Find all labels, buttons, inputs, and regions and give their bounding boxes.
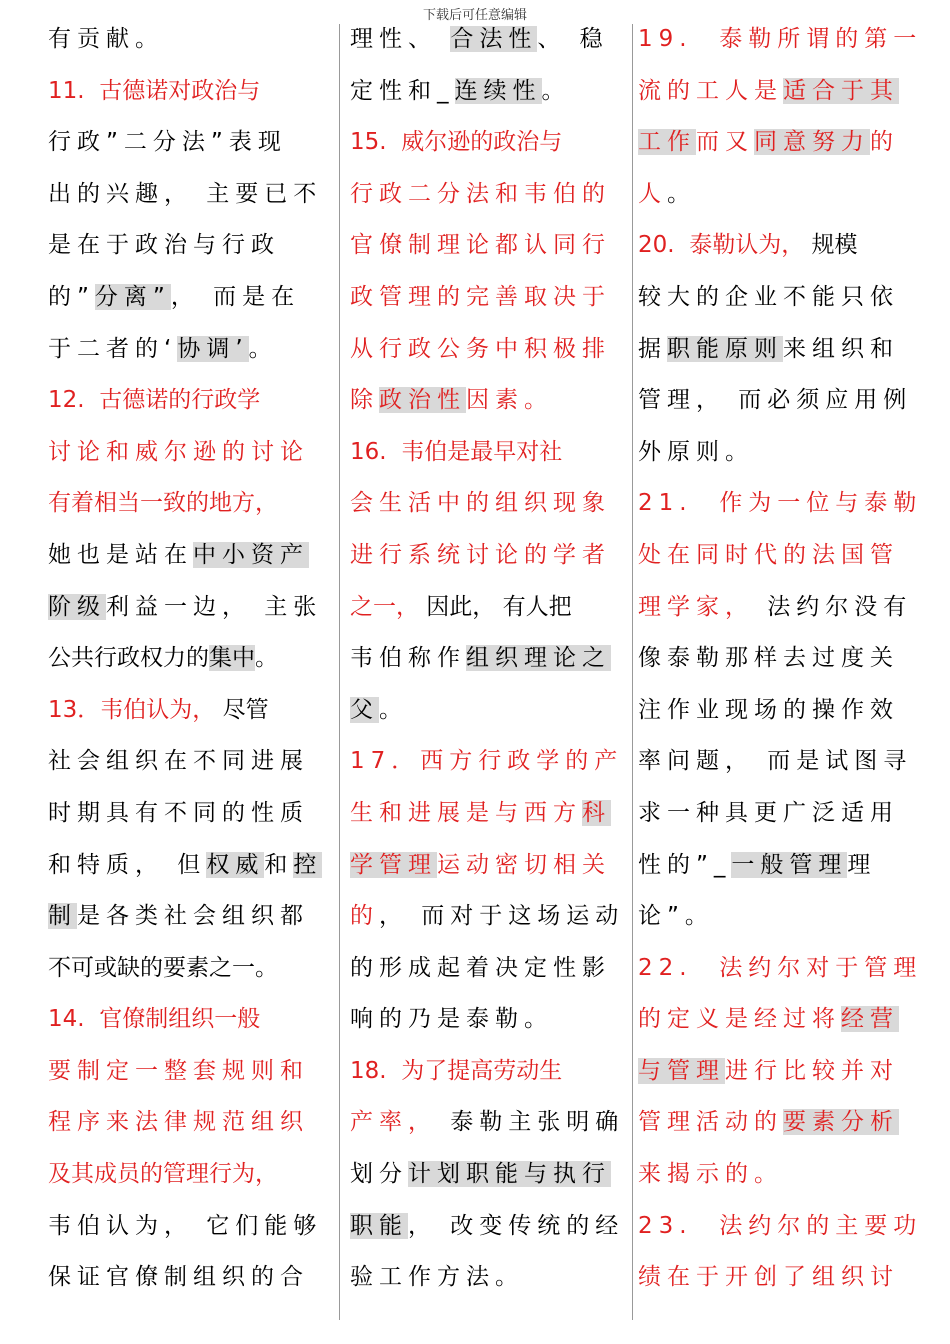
highlighted-answer: 组织理论之 bbox=[466, 645, 611, 672]
text-segment: 外原则。 bbox=[638, 438, 754, 465]
text-line bbox=[638, 66, 922, 118]
text-segment: 的形成起着决定性影 bbox=[350, 954, 611, 981]
highlighted-answer: 科 bbox=[582, 799, 611, 826]
text-line bbox=[48, 66, 330, 118]
text-segment: 据 bbox=[638, 335, 667, 362]
text-segment: 时期具有不同的性质 bbox=[48, 799, 309, 826]
text-segment: 人 bbox=[638, 180, 667, 207]
text-line bbox=[350, 375, 626, 427]
text-segment: 论”。 bbox=[638, 903, 714, 930]
text-segment: 社会组织在不同进展 bbox=[48, 748, 309, 775]
text-segment: 、 稳 bbox=[537, 26, 609, 52]
text-segment: 法约尔没有 bbox=[754, 593, 913, 620]
text-segment: 响的乃是泰勒。 bbox=[350, 1006, 553, 1033]
text-line bbox=[638, 994, 922, 1046]
highlighted-answer: 权威 bbox=[206, 851, 265, 878]
text-line bbox=[350, 994, 626, 1046]
text-line bbox=[48, 582, 330, 634]
text-segment: 和 bbox=[264, 851, 294, 878]
text-segment: 理学家， bbox=[638, 593, 754, 620]
highlighted-answer: 职能 bbox=[350, 1212, 408, 1239]
text-line bbox=[48, 736, 330, 788]
text-line bbox=[350, 272, 626, 324]
text-line bbox=[638, 1097, 922, 1149]
text-line bbox=[350, 1201, 626, 1253]
text-segment: 有贡献。 bbox=[48, 26, 164, 52]
text-line bbox=[48, 375, 330, 427]
page-header: 下载后可任意编辑 bbox=[422, 8, 527, 23]
text-segment: 。 bbox=[541, 77, 571, 104]
text-line bbox=[638, 685, 922, 737]
text-line bbox=[638, 478, 922, 530]
text-line bbox=[350, 169, 626, 221]
text-line bbox=[48, 1201, 330, 1253]
text-line bbox=[638, 633, 922, 685]
text-segment: 运动密切相关 bbox=[437, 851, 611, 878]
text-segment: 行政二分法和韦伯的 bbox=[350, 180, 611, 207]
text-segment: 率问题， 而是试图寻 bbox=[638, 748, 913, 775]
text-line bbox=[48, 220, 330, 272]
text-segment: 17．西方行政学的产 bbox=[350, 748, 624, 775]
text-line bbox=[350, 14, 626, 66]
text-line bbox=[48, 14, 330, 66]
text-segment: 的 bbox=[350, 903, 379, 930]
text-segment: 。 bbox=[255, 645, 278, 672]
text-segment: ， 改变传统的经 bbox=[408, 1212, 625, 1239]
text-segment: 之一， bbox=[350, 593, 419, 620]
highlighted-answer: 计划职能与执行 bbox=[408, 1161, 611, 1188]
text-segment: 韦伯认为， 它们能够 bbox=[48, 1212, 323, 1239]
text-segment: 处在同时代的法国管 bbox=[638, 541, 899, 568]
text-segment: 14. 官僚制组织一般 bbox=[48, 1006, 261, 1033]
column-divider bbox=[632, 24, 633, 1320]
text-line bbox=[350, 478, 626, 530]
text-segment: 及其成员的管理行为， bbox=[48, 1161, 278, 1188]
text-line bbox=[350, 685, 626, 737]
column-divider bbox=[339, 24, 340, 1320]
text-column-3 bbox=[638, 14, 922, 1304]
text-line bbox=[638, 375, 922, 427]
text-segment: 产率， bbox=[350, 1109, 437, 1136]
text-line bbox=[638, 1046, 922, 1098]
text-line bbox=[350, 427, 626, 479]
text-segment: 管理， 而必须应用例 bbox=[638, 387, 913, 414]
text-line bbox=[350, 840, 626, 892]
text-segment: 而又 bbox=[696, 129, 754, 156]
text-segment: 流的工人是 bbox=[638, 77, 783, 104]
text-line bbox=[48, 891, 330, 943]
text-segment: 会生活中的组织现象 bbox=[350, 490, 611, 517]
text-segment: 12. 古德诺的行政学 bbox=[48, 387, 261, 414]
text-segment: 除 bbox=[350, 387, 379, 414]
text-segment: 20. 泰勒认为， bbox=[638, 232, 805, 259]
highlighted-answer: 与管理 bbox=[638, 1057, 725, 1084]
text-segment: 性的”_ bbox=[638, 851, 732, 878]
text-line bbox=[638, 324, 922, 376]
highlighted-answer: 父 bbox=[350, 696, 379, 723]
text-segment: 有着相当一致的地方， bbox=[48, 490, 278, 517]
text-line bbox=[350, 1252, 626, 1304]
text-segment: 生和进展是与西方 bbox=[350, 799, 582, 826]
text-line bbox=[638, 736, 922, 788]
text-segment: 15. 威尔逊的政治与 bbox=[350, 129, 563, 156]
text-line bbox=[638, 530, 922, 582]
text-line bbox=[48, 840, 330, 892]
text-line bbox=[48, 788, 330, 840]
text-segment: 理 bbox=[847, 851, 877, 878]
text-line bbox=[350, 66, 626, 118]
text-line bbox=[638, 840, 922, 892]
text-segment: 16. 韦伯是最早对社 bbox=[350, 438, 563, 465]
text-line bbox=[638, 582, 922, 634]
text-line bbox=[48, 530, 330, 582]
text-line bbox=[638, 117, 922, 169]
highlighted-answer: 连续性 bbox=[454, 77, 542, 104]
text-line bbox=[638, 427, 922, 479]
text-segment: ， 而是在 bbox=[170, 283, 301, 310]
text-segment: 。 bbox=[379, 696, 408, 723]
text-line bbox=[48, 943, 330, 995]
highlighted-answer: 合法性 bbox=[450, 26, 538, 52]
text-line bbox=[350, 220, 626, 272]
text-line bbox=[48, 1149, 330, 1201]
text-segment: 23. 法约尔的主要功 bbox=[638, 1212, 922, 1239]
text-line bbox=[350, 324, 626, 376]
text-line bbox=[638, 1201, 922, 1253]
highlighted-answer: 职能原则 bbox=[667, 335, 783, 362]
highlighted-answer: 经营 bbox=[841, 1006, 899, 1033]
text-line bbox=[638, 272, 922, 324]
text-line bbox=[350, 1046, 626, 1098]
highlighted-answer: 集中 bbox=[209, 645, 255, 672]
text-line bbox=[48, 169, 330, 221]
highlighted-answer: 制 bbox=[48, 903, 77, 930]
highlighted-answer: 阶级 bbox=[48, 593, 106, 620]
text-segment: 不可或缺的要素之一。 bbox=[48, 954, 278, 981]
text-segment: 划分 bbox=[350, 1161, 408, 1188]
highlighted-answer: 一般管理 bbox=[731, 851, 848, 878]
text-line bbox=[638, 220, 922, 272]
text-line bbox=[638, 1252, 922, 1304]
text-line bbox=[48, 994, 330, 1046]
text-segment: 。 bbox=[667, 180, 696, 207]
text-segment: 因此， 有人把 bbox=[419, 593, 572, 620]
highlighted-answer: 学管理 bbox=[350, 851, 437, 878]
highlighted-answer: 中小资产 bbox=[193, 541, 309, 568]
text-line bbox=[350, 943, 626, 995]
highlighted-answer: 控 bbox=[293, 851, 323, 878]
text-segment: 利益一边， 主张 bbox=[106, 593, 323, 620]
highlighted-answer: 要素分析 bbox=[783, 1109, 899, 1136]
text-line bbox=[638, 943, 922, 995]
text-segment: 管理活动的 bbox=[638, 1109, 783, 1136]
text-segment: 较大的企业不能只依 bbox=[638, 283, 899, 310]
text-segment: 行政”二分法”表现 bbox=[48, 129, 287, 156]
highlighted-answer: 政治性 bbox=[379, 387, 466, 414]
text-segment: 尽管 bbox=[215, 696, 269, 723]
text-segment: 政管理的完善取决于 bbox=[350, 283, 611, 310]
text-segment: 的” bbox=[48, 283, 95, 310]
text-line bbox=[48, 1046, 330, 1098]
text-segment: 21. 作为一位与泰勒 bbox=[638, 490, 922, 517]
text-segment: ， 而对于这场运动 bbox=[379, 903, 625, 930]
highlighted-answer: 同意努力 bbox=[754, 129, 870, 156]
text-segment: 进行系统讨论的学者 bbox=[350, 541, 611, 568]
text-line bbox=[48, 324, 330, 376]
highlighted-answer: 适合于其 bbox=[783, 77, 899, 104]
text-line bbox=[638, 891, 922, 943]
text-line bbox=[48, 633, 330, 685]
text-segment: 求一种具更广泛适用 bbox=[638, 799, 899, 826]
text-segment: 像泰勒那样去过度关 bbox=[638, 645, 899, 672]
text-segment: 泰勒主张明确 bbox=[437, 1109, 625, 1136]
text-line bbox=[350, 117, 626, 169]
text-line bbox=[638, 788, 922, 840]
text-line bbox=[350, 736, 626, 788]
text-segment: 她也是站在 bbox=[48, 541, 193, 568]
highlighted-answer: 分离” bbox=[94, 283, 171, 310]
text-line bbox=[48, 478, 330, 530]
text-segment: 从行政公务中积极排 bbox=[350, 335, 611, 362]
text-segment: 理性、 bbox=[350, 26, 451, 52]
text-segment: 19. 泰勒所谓的第一 bbox=[638, 26, 922, 52]
text-segment: 出的兴趣， 主要已不 bbox=[48, 180, 323, 207]
text-segment: 公共行政权力的 bbox=[48, 645, 209, 672]
text-line bbox=[350, 788, 626, 840]
text-segment: 是在于政治与行政 bbox=[48, 232, 280, 259]
text-segment: 。 bbox=[248, 335, 278, 362]
text-line bbox=[638, 169, 922, 221]
text-segment: 讨论和威尔逊的讨论 bbox=[48, 438, 309, 465]
text-line bbox=[48, 117, 330, 169]
text-line bbox=[350, 1149, 626, 1201]
highlighted-answer: 工作 bbox=[638, 129, 696, 156]
text-line bbox=[350, 891, 626, 943]
text-segment: 进行比较并对 bbox=[725, 1057, 899, 1084]
text-line bbox=[350, 582, 626, 634]
text-segment: 18. 为了提高劳动生 bbox=[350, 1057, 563, 1084]
text-segment: 定性和_ bbox=[350, 77, 455, 104]
text-segment: 注作业现场的操作效 bbox=[638, 696, 899, 723]
text-line bbox=[350, 633, 626, 685]
text-line bbox=[350, 1097, 626, 1149]
text-column-1 bbox=[48, 14, 330, 1304]
text-segment: 绩在于开创了组织讨 bbox=[638, 1264, 899, 1291]
text-segment: 和特质， 但 bbox=[48, 851, 207, 878]
text-segment: 官僚制理论都认同行 bbox=[350, 232, 611, 259]
text-line bbox=[48, 1252, 330, 1304]
text-segment: 是各类社会组织都 bbox=[77, 903, 309, 930]
text-segment: 11. 古德诺对政治与 bbox=[48, 77, 261, 104]
text-segment: 规模 bbox=[804, 232, 858, 259]
text-line bbox=[48, 1097, 330, 1149]
text-segment: 22. 法约尔对于管理 bbox=[638, 954, 922, 981]
highlighted-answer: 协调’ bbox=[177, 335, 249, 362]
text-segment: 来组织和 bbox=[783, 335, 899, 362]
text-line bbox=[48, 427, 330, 479]
text-line bbox=[48, 272, 330, 324]
text-segment: 验工作方法。 bbox=[350, 1264, 524, 1291]
text-segment: 13．韦伯认为， bbox=[48, 696, 216, 723]
text-segment: 韦伯称作 bbox=[350, 645, 466, 672]
text-line bbox=[638, 14, 922, 66]
text-segment: 来揭示的。 bbox=[638, 1161, 783, 1188]
text-line bbox=[48, 685, 330, 737]
text-segment: 要制定一整套规则和 bbox=[48, 1057, 309, 1084]
text-segment: 于二者的‘ bbox=[48, 335, 178, 362]
text-segment: 保证官僚制组织的合 bbox=[48, 1264, 309, 1291]
text-segment: 的定义是经过将 bbox=[638, 1006, 841, 1033]
text-line bbox=[638, 1149, 922, 1201]
text-line bbox=[350, 530, 626, 582]
text-segment: 的 bbox=[870, 129, 899, 156]
text-segment: 程序来法律规范组织 bbox=[48, 1109, 309, 1136]
text-column-2 bbox=[350, 14, 626, 1304]
text-segment: 因素。 bbox=[466, 387, 553, 414]
